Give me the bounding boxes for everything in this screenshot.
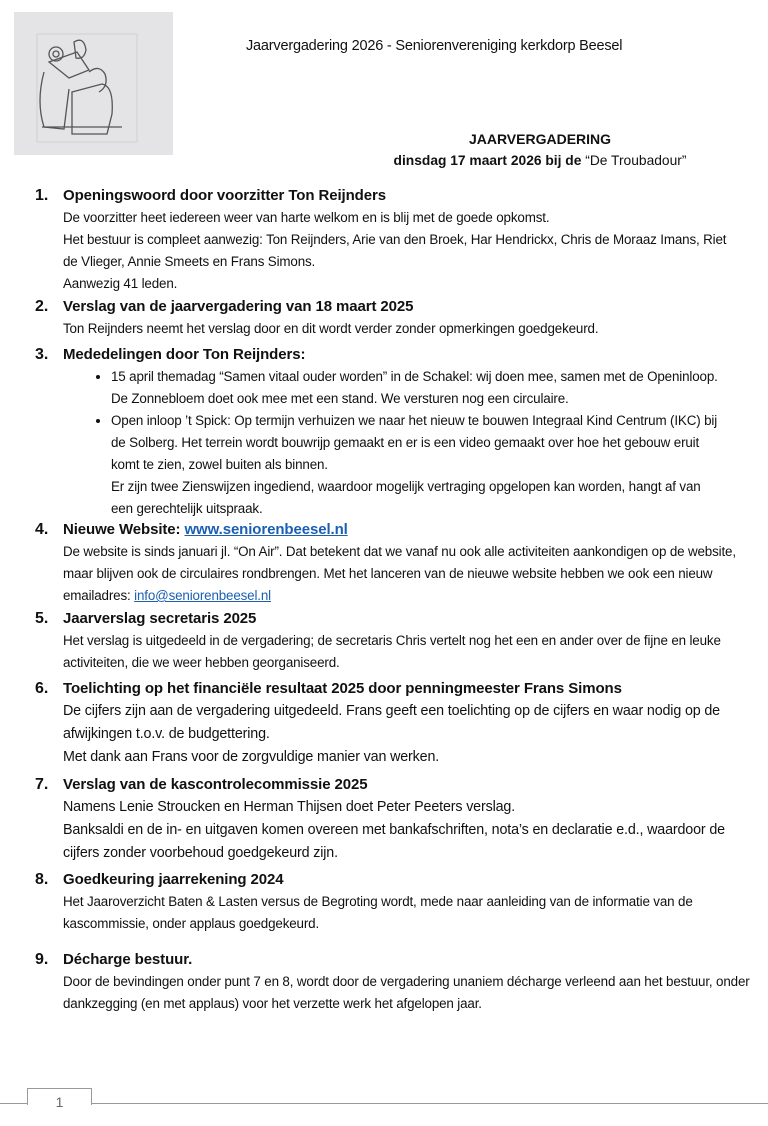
list-item-text: Open inloop ’t Spick: Op termijn verhuizen we naar het nieuw te bouwen Integraal Kind Centrum (IKC) bij de Solberg. Het terrein wordt bouwrijp gemaakt en er is een video gemaakt over hoe het gebouw eruit komt te zien, zowel buiten als binnen.	[111, 413, 718, 472]
announcement-list	[35, 366, 721, 520]
agenda-item-8	[35, 869, 755, 935]
agenda-item-1	[35, 185, 755, 295]
document-header: Jaarvergadering 2026 - Seniorenvereniging kerkdorp Beesel	[246, 38, 623, 54]
agenda-item-7	[35, 774, 755, 865]
item-number: 7.	[35, 776, 49, 793]
item-number: 2.	[35, 298, 49, 315]
paragraph: Het verslag is uitgedeeld in de vergadering; de secretaris Chris vertelt nog het een en ander over de fijne en leuke activiteiten, die we weer hebben georganiseerd.	[63, 633, 721, 670]
agenda-item-4	[35, 519, 755, 607]
agenda-item-6	[35, 678, 755, 769]
agenda-item-9	[35, 949, 755, 1015]
meeting-date: dinsdag 17 maart 2026 bij de	[393, 153, 586, 168]
item-heading: Jaarverslag secretaris 2025	[63, 610, 257, 627]
list-item: • 15 april themadag “Samen vitaal ouder worden” in de Schakel: wij doen mee, samen met de Openinloop. De Zonnebloem doet ook mee met een stand. We versturen nog een circulaire.	[111, 366, 721, 410]
item-number: 8.	[35, 871, 49, 888]
paragraph: Namens Lenie Stroucken en Herman Thijsen doet Peter Peeters verslag.	[63, 799, 516, 815]
item-number: 9.	[35, 951, 49, 968]
document-title: JAARVERGADERING	[468, 131, 612, 147]
paragraph: Ton Reijnders neemt het verslag door en dit wordt verder zonder opmerkingen goedgekeurd.	[63, 321, 599, 336]
paragraph: Aanwezig 41 leden.	[63, 276, 178, 291]
item-heading: Décharge bestuur.	[63, 951, 193, 968]
paragraph: Het Jaaroverzicht Baten & Lasten versus de Begroting wordt, mede naar aanleiding van de informatie van de kascommissie, onder applaus goedgekeurd.	[63, 894, 693, 931]
item-heading: Nieuwe Website:	[63, 521, 185, 538]
item-heading: Goedkeuring jaarrekening 2024	[63, 871, 284, 888]
list-item	[111, 410, 721, 520]
agenda-item-3	[35, 344, 755, 520]
agenda-item-5	[35, 608, 755, 674]
item-number: 3.	[35, 346, 49, 363]
paragraph: Het bestuur is compleet aanwezig: Ton Reijnders, Arie van den Broek, Har Hendrickx, Chris de Moraaz Imans, Riet de Vlieger, Annie Smeets en Frans Simons.	[63, 232, 727, 269]
item-heading: Toelichting op het financiële resultaat 2025 door penningmeester Frans Simons	[63, 680, 622, 697]
item-number: 5.	[35, 610, 49, 627]
paragraph: De website is sinds januari jl. “On Air”. Dat betekent dat we vanaf nu ook alle activiteiten aankondigen op de website, maar blijven ook de circulaires rondbrengen. Met het lanceren van de nieuwe website hebben we ook een nieuw emailadres:	[63, 544, 736, 603]
item-number: 6.	[35, 680, 49, 697]
item-number: 1.	[35, 187, 49, 204]
paragraph: Banksaldi en de in- en uitgaven komen overeen met bankafschriften, nota’s en declaratie e.d., waardoor de cijfers zonder voorbehoud goedgekeurd zijn.	[63, 822, 725, 861]
item-heading: Verslag van de jaarvergadering van 18 maart 2025	[63, 298, 414, 315]
website-link[interactable]: www.seniorenbeesel.nl	[184, 521, 348, 538]
footer-divider	[0, 1103, 768, 1104]
item-heading: Verslag van de kascontrolecommissie 2025	[63, 776, 368, 793]
item-heading: Openingswoord door voorzitter Ton Reijnders	[63, 187, 386, 204]
meeting-venue: “De Troubadour”	[585, 153, 687, 168]
list-item-text: Er zijn twee Zienswijzen ingediend, waardoor mogelijk vertraging opgelopen kan worden, hangt af van een gerechtelijk uitspraak.	[111, 479, 701, 516]
page-number: 1	[27, 1088, 92, 1105]
item-heading: Mededelingen door Ton Reijnders:	[63, 346, 306, 363]
paragraph: De cijfers zijn aan de vergadering uitgedeeld. Frans geeft een toelichting op de cijfers en waar nodig op de afwijkingen t.o.v. de budgettering.	[63, 703, 720, 742]
email-link[interactable]: info@seniorenbeesel.nl	[134, 588, 271, 603]
meeting-date-line	[0, 153, 768, 168]
paragraph: De voorzitter heet iedereen weer van harte welkom en is blij met de goede opkomst.	[63, 210, 550, 225]
item-number: 4.	[35, 521, 49, 538]
paragraph: Door de bevindingen onder punt 7 en 8, wordt door de vergadering unaniem décharge verleend aan het bestuur, onder dankzegging (en met applaus) voor het verzette werk het afgelopen jaar.	[63, 974, 750, 1011]
paragraph: Met dank aan Frans voor de zorgvuldige manier van werken.	[63, 749, 440, 765]
agenda-item-2	[35, 296, 755, 340]
